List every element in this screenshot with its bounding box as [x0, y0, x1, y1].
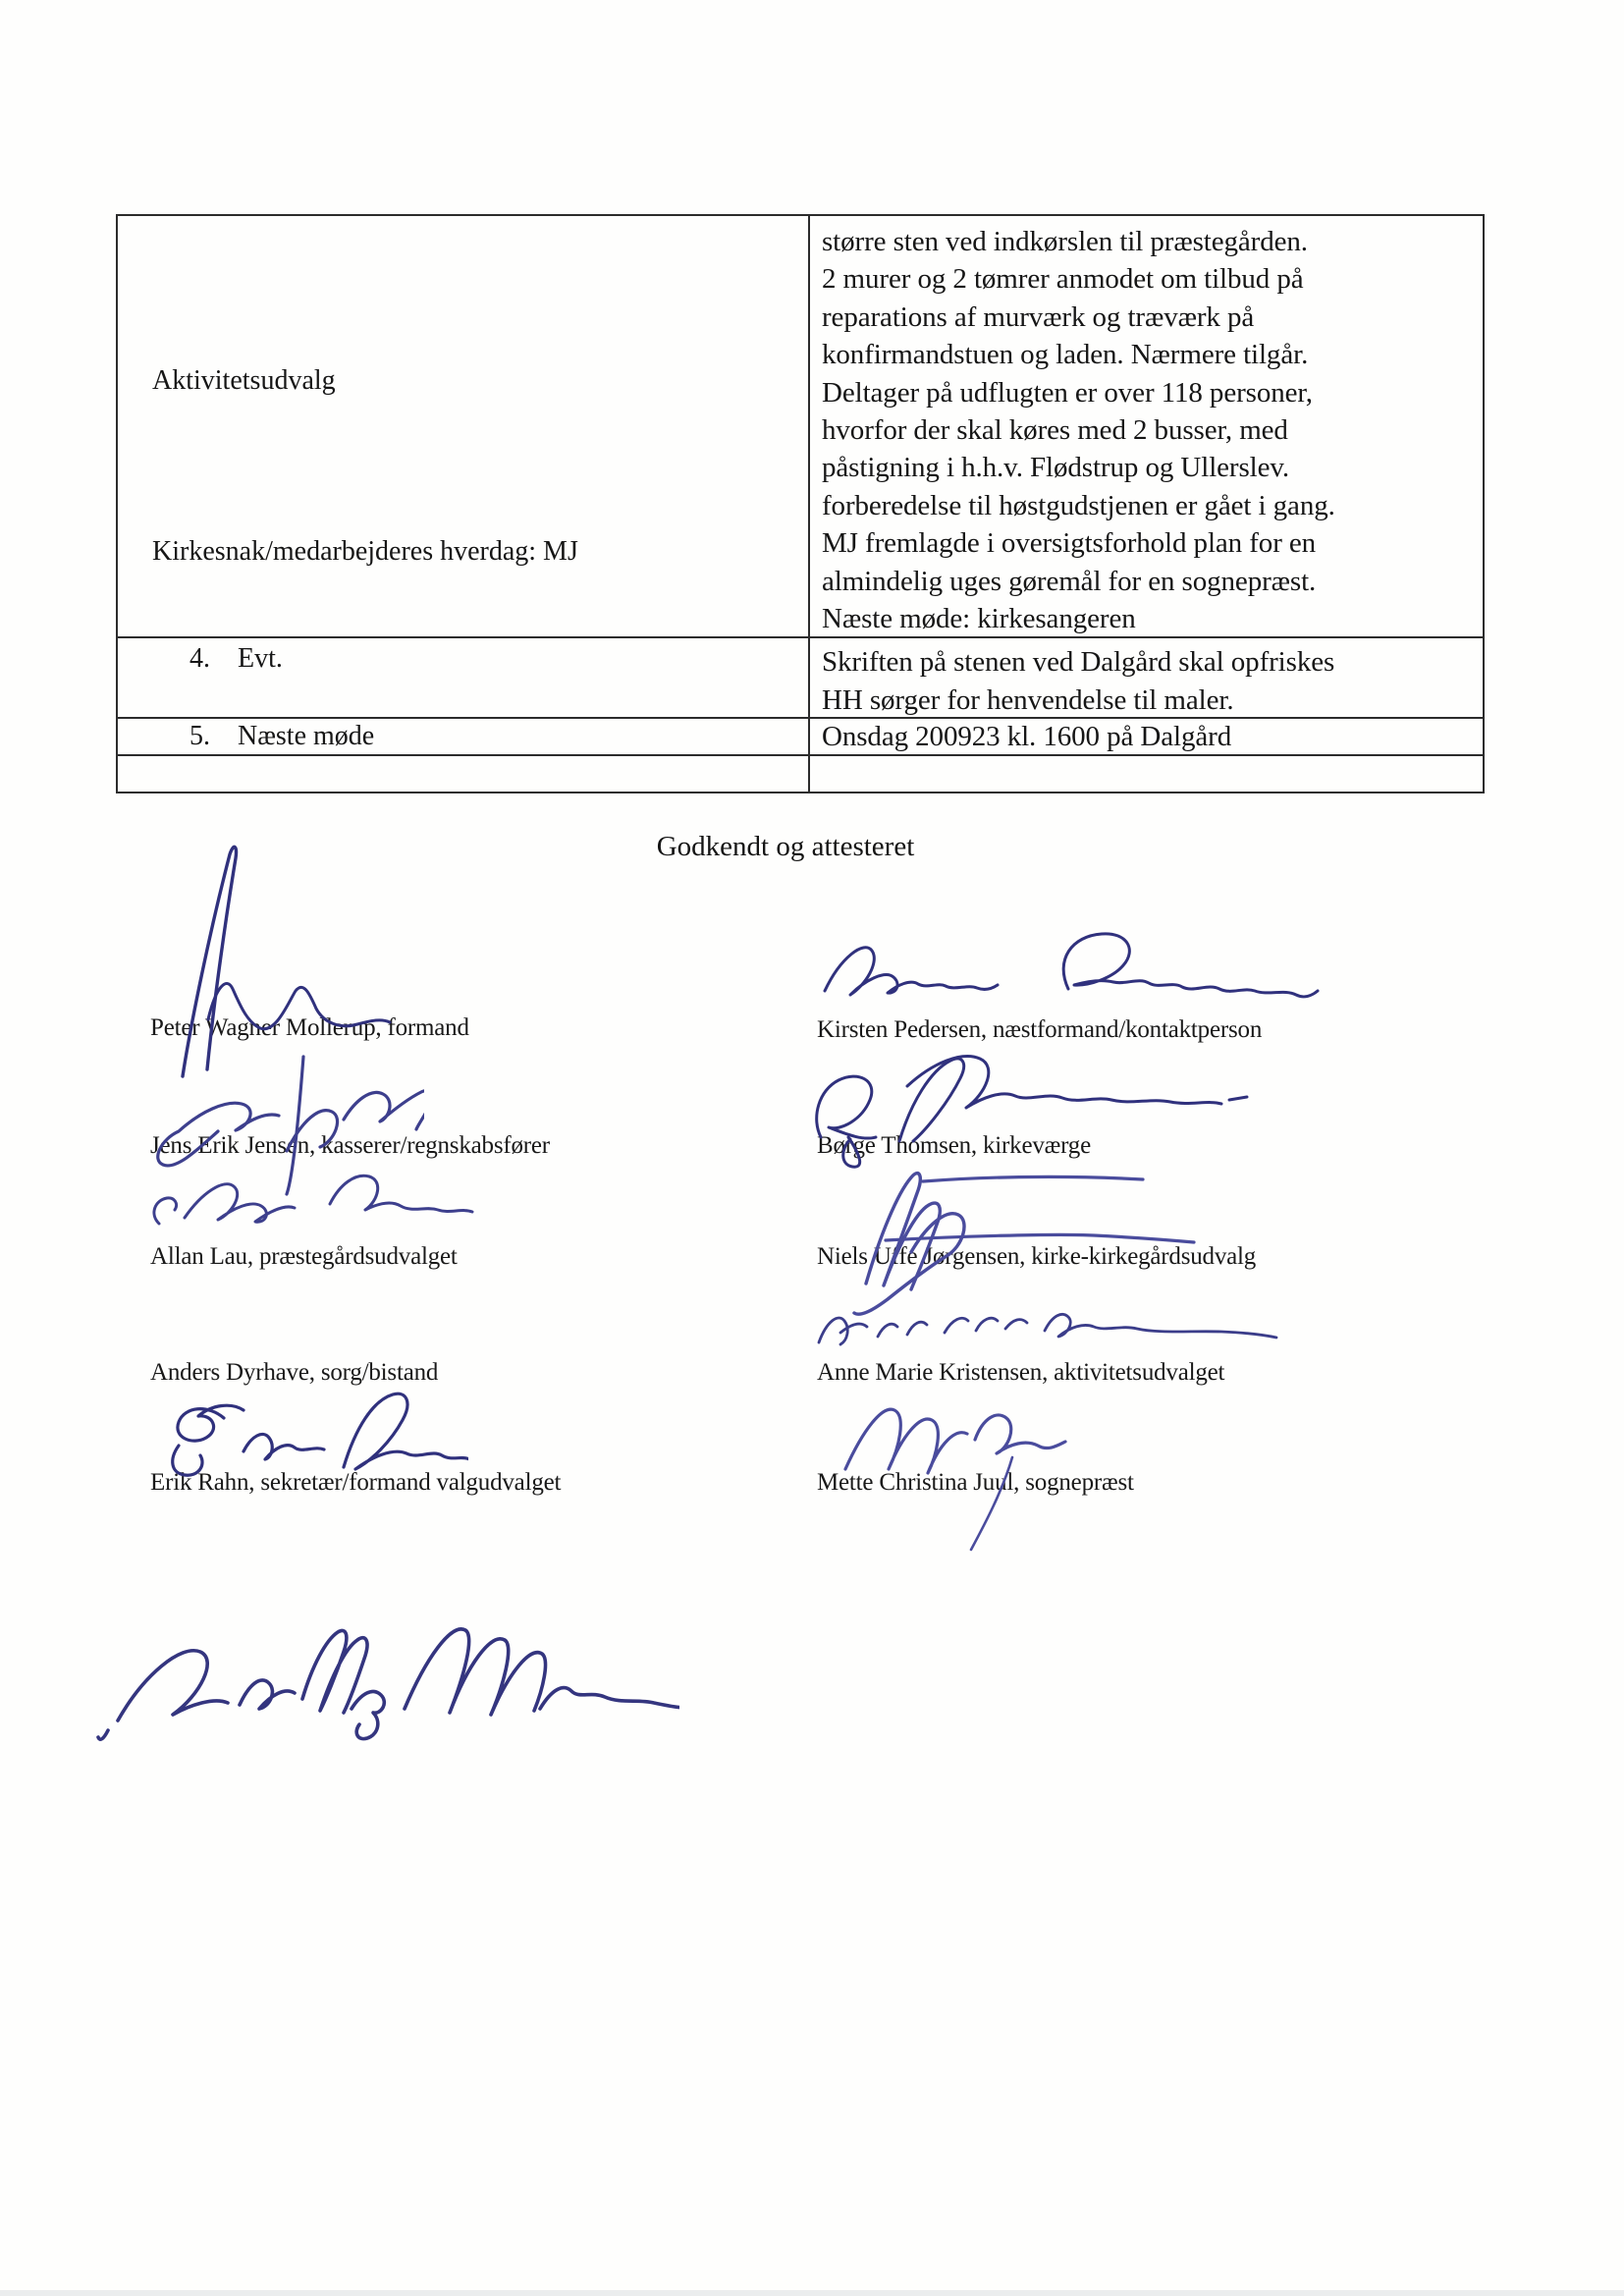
topic-evt	[118, 638, 808, 675]
cell-topic-evt	[118, 638, 810, 720]
signature-mette-christina-juul	[820, 1375, 1114, 1557]
topic-aktivitetsudvalg: Aktivitetsudvalg	[152, 365, 336, 396]
note-line: reparations af murværk og træværk på	[822, 301, 1255, 333]
signature-kirsten-pedersen	[811, 928, 1326, 1011]
cell-notes-row2	[810, 638, 1483, 720]
label-erik-rahn: Erik Rahn, sekretær/formand valgudvalget	[150, 1469, 562, 1496]
label-jens-erik-jensen: Jens Erik Jensen, kasserer/regnskabsfører	[150, 1132, 550, 1159]
item-number: 5.	[189, 721, 210, 751]
signature-anne-marie-kristensen	[807, 1301, 1288, 1368]
note-line: 2 murer og 2 tømrer anmodet om tilbud på	[822, 263, 1304, 296]
note-line: større sten ved indkørslen til præstegården.	[822, 226, 1308, 257]
cell-topic-naeste-moede	[118, 719, 810, 754]
topic-naeste-moede	[118, 719, 808, 752]
label-anne-marie-kristensen: Anne Marie Kristensen, aktivitetsudvalget	[817, 1359, 1225, 1386]
label-allan-lau: Allan Lau, præstegårdsudvalget	[150, 1243, 458, 1270]
item-text: Evt.	[238, 643, 283, 674]
cell-empty-left	[118, 756, 810, 792]
label-anders-dyrhave: Anders Dyrhave, sorg/bistand	[150, 1359, 439, 1386]
signature-peter-wagner-mollerup	[126, 837, 410, 1082]
table-row-naeste-moede	[118, 717, 1483, 754]
note-line: MJ fremlagde i oversigtsforhold plan for en	[822, 527, 1317, 560]
topic-kirkesnak: Kirkesnak/medarbejderes hverdag: MJ	[152, 536, 578, 567]
cell-topics	[118, 216, 810, 637]
label-boerge-thomsen: Børge Thomsen, kirkeværge	[817, 1132, 1091, 1159]
label-niels-uffe-joergensen: Niels Uffe Jørgensen, kirke-kirkegårdsudvalg	[817, 1243, 1257, 1270]
scan-edge-shadow	[0, 2290, 1624, 2296]
cell-empty-right	[810, 756, 1483, 792]
table-row-empty	[118, 754, 1483, 792]
label-peter-wagner-mollerup: Peter Wagner Mollerup, formand	[150, 1014, 469, 1041]
note-line: påstigning i h.h.v. Flødstrup og Ullerslev.	[822, 452, 1290, 484]
note-line: almindelig uges gøremål for en sognepræst.	[822, 565, 1317, 597]
note-line: Onsdag 200923 kl. 1600 på Dalgård	[822, 721, 1232, 752]
note-line: hvorfor der skal køres med 2 busser, med	[822, 414, 1288, 447]
label-mette-christina-juul: Mette Christina Juul, sognepræst	[817, 1469, 1134, 1496]
note-line: konfirmandstuen og laden. Nærmere tilgår.	[822, 339, 1309, 371]
cell-notes-row3	[810, 719, 1483, 754]
table-row-evt	[118, 636, 1483, 717]
signature-niels-uffe-joergensen	[797, 1154, 1435, 1323]
signature-allan-lau	[137, 1161, 476, 1247]
table-row-aktivitetsudvalg	[118, 216, 1483, 636]
cell-notes-row1	[810, 216, 1483, 637]
note-line: Deltager på udflugten er over 118 personer,	[822, 376, 1313, 409]
item-text: Næste møde	[238, 721, 375, 751]
note-line: Skriften på stenen ved Dalgård skal opfriskes	[822, 646, 1335, 678]
note-line: HH sørger for henvendelse til maler.	[822, 684, 1234, 716]
signature-pernille-vilhelmsen	[90, 1583, 679, 1775]
item-number: 4.	[189, 643, 210, 674]
minutes-table	[116, 214, 1485, 793]
signature-jens-erik-jensen	[110, 1049, 424, 1196]
approval-heading: Godkendt og attesteret	[656, 831, 915, 862]
label-kirsten-pedersen: Kirsten Pedersen, næstformand/kontaktperson	[817, 1016, 1263, 1043]
note-line: Næste møde: kirkesangeren	[822, 603, 1136, 635]
note-line: forberedelse til høstgudstjenen er gået i gang.	[822, 489, 1335, 521]
